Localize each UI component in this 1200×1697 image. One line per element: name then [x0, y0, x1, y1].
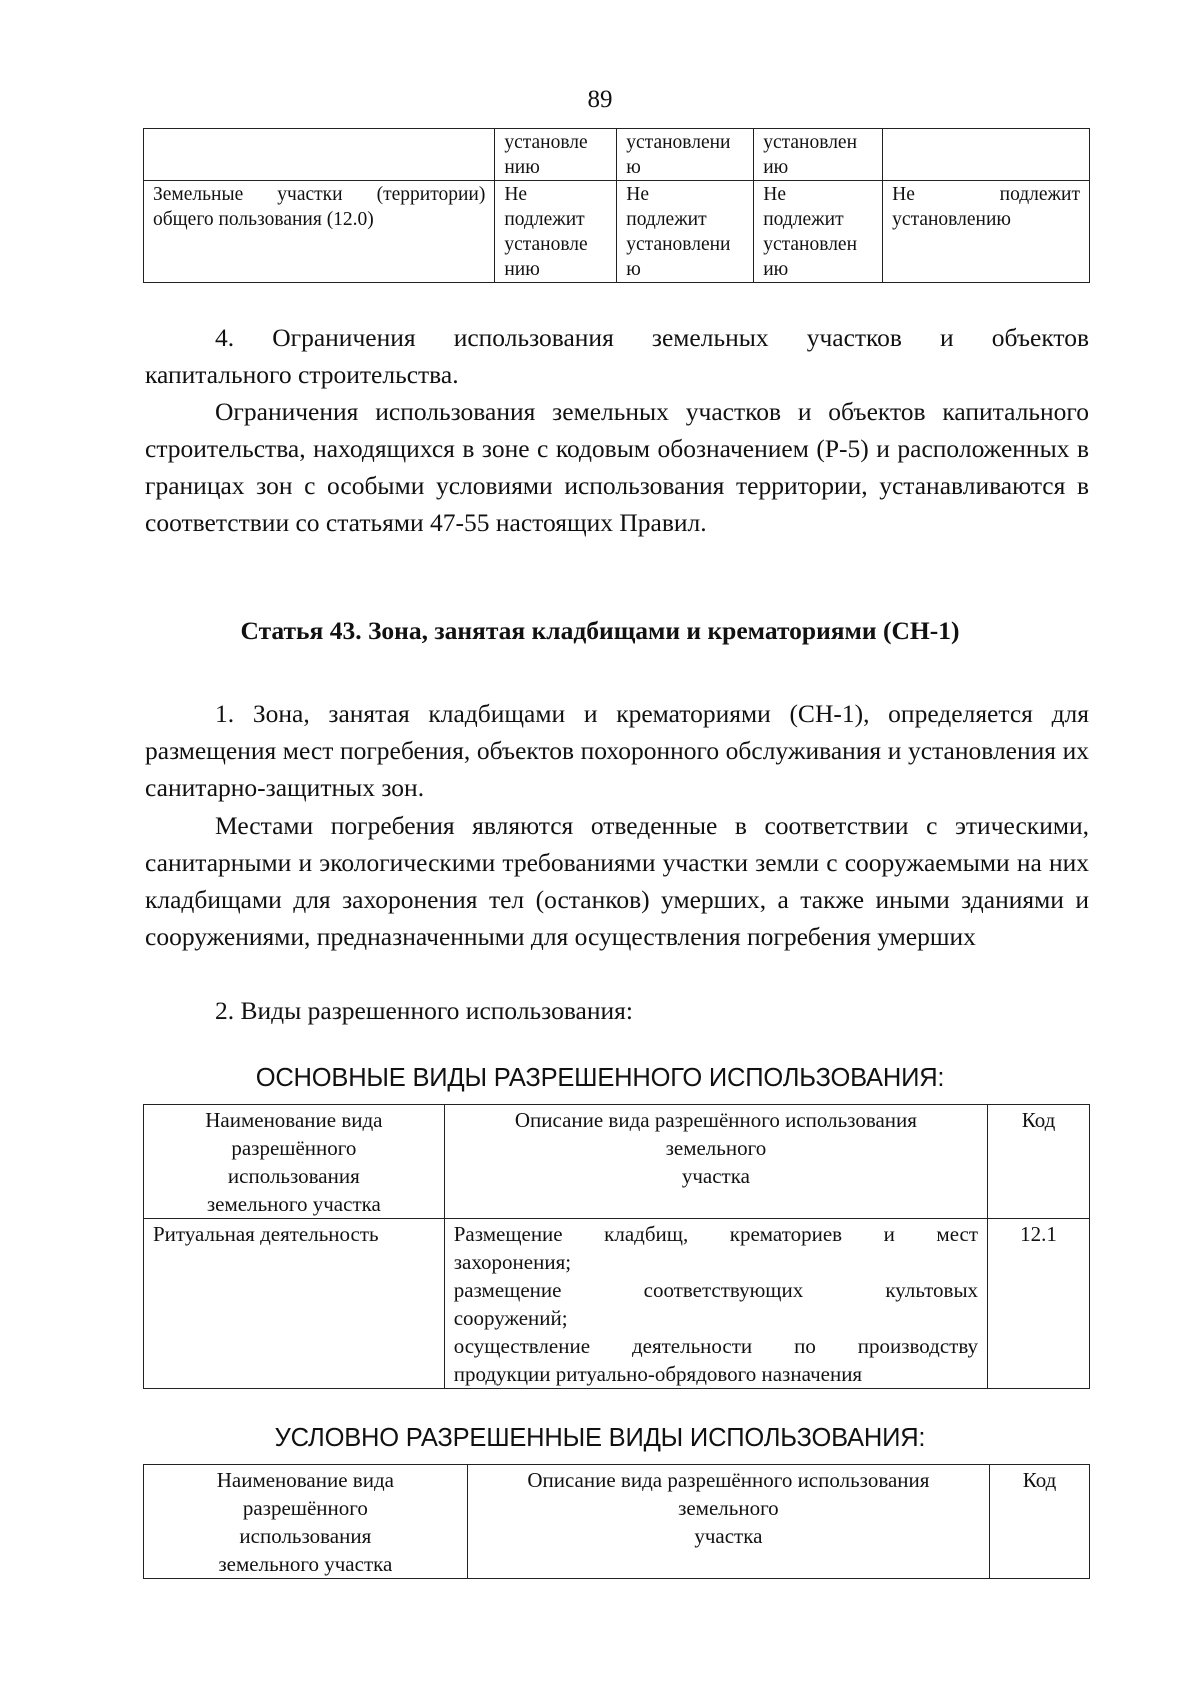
- article-43-paragraph-2: Местами погребения являются отведенные в соответствии с этическими, санитарными и экологическими требованиями участки земли с сооружаемыми на них кладбищами для захоронения тел (останков) умерших, а также иными зданиями и сооружениями, предназначенными для осуществления погребения умерших: [145, 811, 1089, 951]
- table-row: [144, 1219, 1090, 1389]
- table-cell: Не подлежит установлени ю: [617, 181, 754, 283]
- table-header-row: [144, 1105, 1090, 1219]
- table-cell: [144, 129, 495, 181]
- section-4-heading-line: 4. Ограничения использования земельных участков и объектов: [215, 323, 1089, 352]
- section-4-paragraph: Ограничения использования земельных участков и объектов капитального строительства, находящихся в зоне с кодовым обозначением (Р-5) и расположенных в границах зон с особыми условиями использования территории, устанавливаются в соответствии со статьями 47-55 настоящих Правил.: [145, 397, 1089, 537]
- table-cell: Не подлежит установле нию: [495, 181, 617, 283]
- section-4-heading-line-2: капитального строительства.: [145, 360, 459, 389]
- table-row: [144, 181, 1090, 283]
- article-43-heading: Статья 43. Зона, занятая кладбищами и крематориями (СН-1): [240, 616, 960, 645]
- article-43-paragraph-3: 2. Виды разрешенного использования:: [215, 996, 633, 1025]
- use-description-cell: Размещение кладбищ, крематориев и мест захоронения; размещение соответствующих культовых сооружений; осуществление деятельности по производству продукции ритуально-обрядового назначения: [444, 1219, 987, 1389]
- land-type-cell: Земельные участки (территории) общего пользования (12.0): [144, 181, 495, 283]
- conditional-uses-table: [143, 1464, 1090, 1579]
- table-cell: Не подлежит установлен ию: [754, 181, 883, 283]
- header-description-cell: Описание вида разрешённого использования земельного участка: [444, 1105, 987, 1219]
- table-cell: Не подлежит установлению: [883, 181, 1090, 283]
- table-cell: установлен ию: [754, 129, 883, 181]
- basic-uses-caption: ОСНОВНЫЕ ВИДЫ РАЗРЕШЕННОГО ИСПОЛЬЗОВАНИЯ:: [255, 1064, 945, 1092]
- use-code-cell: 12.1: [988, 1219, 1090, 1389]
- table-cell: установлени ю: [617, 129, 754, 181]
- page-number: 89: [587, 86, 613, 113]
- table-cell: [883, 129, 1090, 181]
- table-cell: установле нию: [495, 129, 617, 181]
- top-regulations-table: [143, 128, 1090, 283]
- header-name-cell: Наименование вида разрешённого использования земельного участка: [144, 1465, 468, 1579]
- article-43-paragraph-1: 1. Зона, занятая кладбищами и крематориями (СН-1), определяется для размещения мест погребения, объектов похоронного обслуживания и установления их санитарно-защитных зон.: [145, 699, 1089, 802]
- header-description-cell: Описание вида разрешённого использования земельного участка: [467, 1465, 989, 1579]
- table-header-row: [144, 1465, 1090, 1579]
- header-name-cell: Наименование вида разрешённого использования земельного участка: [144, 1105, 445, 1219]
- header-code-cell: Код: [988, 1105, 1090, 1219]
- basic-uses-table: [143, 1104, 1090, 1389]
- table-row: [144, 129, 1090, 181]
- header-code-cell: Код: [990, 1465, 1090, 1579]
- use-name-cell: Ритуальная деятельность: [144, 1219, 445, 1389]
- conditional-uses-caption: УСЛОВНО РАЗРЕШЕННЫЕ ВИДЫ ИСПОЛЬЗОВАНИЯ:: [274, 1424, 926, 1452]
